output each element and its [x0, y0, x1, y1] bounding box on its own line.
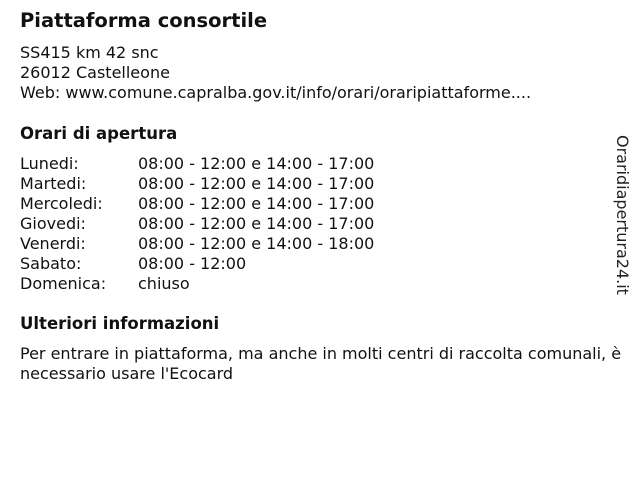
- address-city: 26012 Castelleone: [20, 63, 170, 82]
- time-value: 08:00 - 12:00 e 14:00 - 17:00: [138, 194, 375, 213]
- time-value: 08:00 - 12:00 e 14:00 - 17:00: [138, 154, 375, 173]
- time-value: 08:00 - 12:00 e 14:00 - 17:00: [138, 214, 375, 233]
- day-label: Martedi:: [20, 174, 87, 193]
- day-label: Domenica:: [20, 274, 107, 293]
- day-label: Sabato:: [20, 254, 82, 273]
- address-block: [20, 43, 531, 103]
- time-value: 08:00 - 12:00 e 14:00 - 18:00: [138, 234, 375, 253]
- day-label: Giovedi:: [20, 214, 86, 233]
- day-label: Lunedi:: [20, 154, 79, 173]
- watermark-text: Oraridiapertura24.it: [613, 135, 632, 295]
- hours-row-saturday: [20, 254, 420, 274]
- time-value: 08:00 - 12:00 e 14:00 - 17:00: [138, 174, 375, 193]
- place-title: Piattaforma consortile: [20, 9, 268, 32]
- hours-row-wednesday: [20, 194, 420, 214]
- hours-row-sunday: [20, 274, 420, 294]
- time-value: 08:00 - 12:00: [138, 254, 247, 273]
- hours-row-monday: [20, 154, 420, 174]
- hours-row-thursday: [20, 214, 420, 234]
- more-info-text: Per entrare in piattaforma, ma anche in molti centri di raccolta comunali, è necessario usare l'Ecocard: [20, 344, 622, 383]
- hours-row-friday: [20, 234, 420, 254]
- time-value: chiuso: [138, 274, 190, 293]
- address-street: SS415 km 42 snc: [20, 43, 159, 62]
- opening-hours-heading: Orari di apertura: [20, 124, 178, 143]
- website-link[interactable]: Web: www.comune.capralba.gov.it/info/orari/oraripiattaforme....: [20, 83, 532, 102]
- opening-hours-table: [20, 154, 420, 294]
- day-label: Venerdi:: [20, 234, 86, 253]
- more-info-heading: Ulteriori informazioni: [20, 314, 220, 333]
- site-watermark: [612, 135, 634, 310]
- day-label: Mercoledi:: [20, 194, 103, 213]
- hours-row-tuesday: [20, 174, 420, 194]
